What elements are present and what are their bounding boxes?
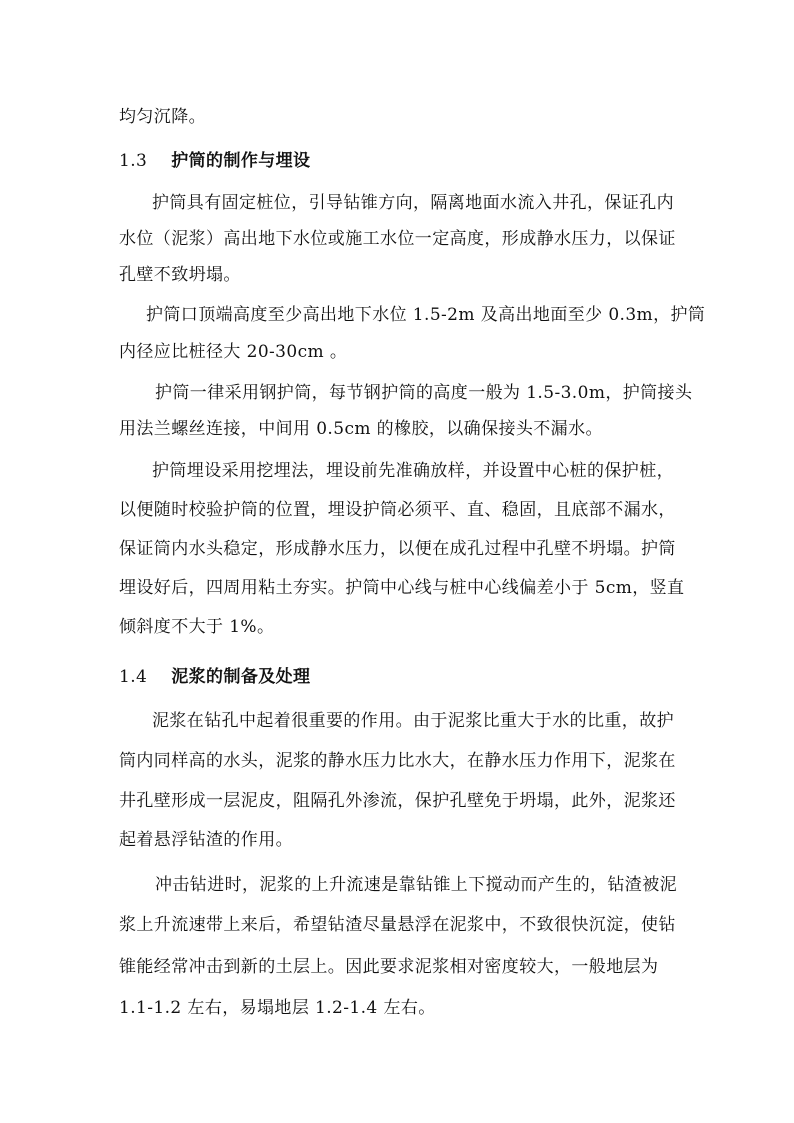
paragraph-line: 井孔壁形成一层泥皮，阻隔孔外渗流，保护孔壁免于坍塌，此外，泥浆还 [119, 791, 676, 811]
intro-text-line: 均匀沉降。 [119, 107, 206, 127]
paragraph-line: 保证筒内水头稳定，形成静水压力，以便在成孔过程中孔壁不坍塌。护筒 [119, 539, 676, 559]
paragraph-line: 倾斜度不大于 1%。 [119, 617, 275, 637]
paragraph-line: 用法兰螺丝连接，中间用 0.5cm 的橡胶，以确保接头不漏水。 [119, 419, 603, 439]
paragraph-line: 水位（泥浆）高出地下水位或施工水位一定高度，形成静水压力，以保证 [119, 229, 676, 249]
paragraph-line: 孔壁不致坍塌。 [119, 265, 241, 285]
paragraph-line: 筒内同样高的水头，泥浆的静水压力比水大，在静水压力作用下，泥浆在 [119, 751, 676, 771]
paragraph-line: 冲击钻进时，泥浆的上升流速是靠钻锥上下搅动而产生的，钻渣被泥 [155, 875, 677, 895]
section-title: 护筒的制作与埋设 [171, 151, 311, 171]
paragraph-line: 以便随时校验护筒的位置，埋设护筒必须平、直、稳固，且底部不漏水， [119, 500, 676, 520]
paragraph-line: 埋设好后，四周用粘土夯实。护筒中心线与桩中心线偏差小于 5cm，竖直 [119, 578, 685, 598]
paragraph-line: 护筒埋设采用挖埋法，埋设前先准确放样，并设置中心桩的保护桩， [152, 461, 674, 481]
paragraph-line: 锥能经常冲击到新的土层上。因此要求泥浆相对密度较大，一般地层为 [119, 957, 659, 977]
section-heading-1-3 [119, 150, 310, 172]
section-number: 1.4 [119, 667, 148, 687]
section-number: 1.3 [119, 151, 148, 171]
paragraph-line: 护筒一律采用钢护筒，每节钢护筒的高度一般为 1.5-3.0m，护筒接头 [155, 383, 693, 403]
paragraph-line: 1.1-1.2 左右，易塌地层 1.2-1.4 左右。 [119, 998, 436, 1018]
paragraph-line: 起着悬浮钻渣的作用。 [119, 830, 293, 850]
paragraph-line: 浆上升流速带上来后，希望钻渣尽量悬浮在泥浆中，不致很快沉淀，使钻 [119, 915, 676, 935]
paragraph-line: 泥浆在钻孔中起着很重要的作用。由于泥浆比重大于水的比重，故护 [152, 711, 674, 731]
section-heading-1-4 [119, 666, 310, 688]
paragraph-line: 内径应比桩径大 20-30cm 。 [119, 342, 348, 362]
paragraph-line: 护筒口顶端高度至少高出地下水位 1.5-2m 及高出地面至少 0.3m，护筒 [146, 305, 706, 325]
paragraph-line: 护筒具有固定桩位，引导钻锥方向，隔离地面水流入井孔，保证孔内 [152, 193, 674, 213]
section-title: 泥浆的制备及处理 [171, 667, 311, 687]
